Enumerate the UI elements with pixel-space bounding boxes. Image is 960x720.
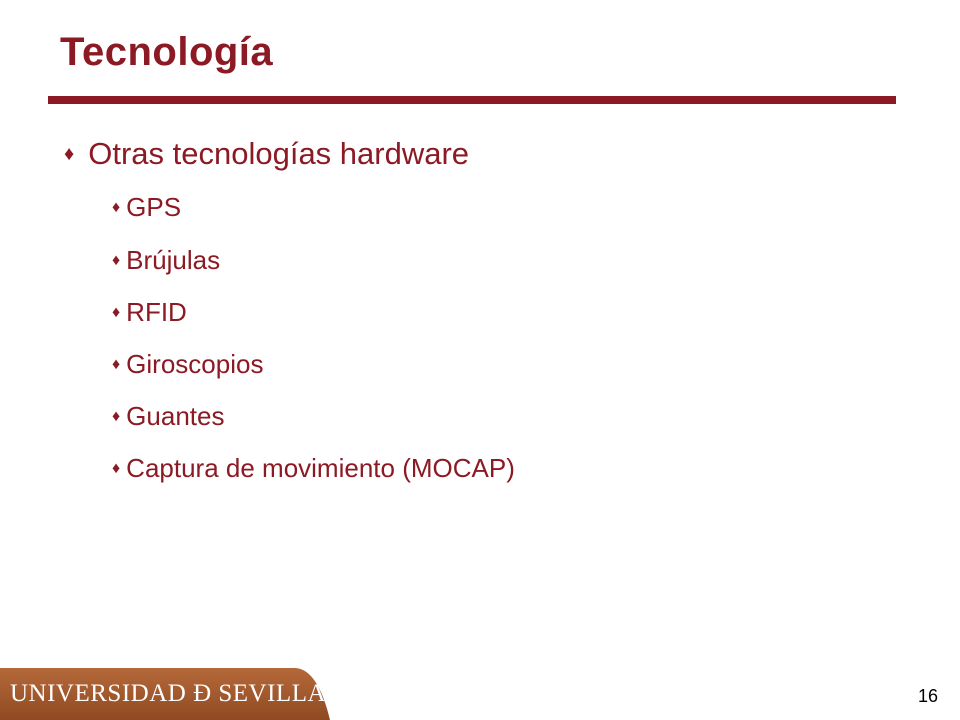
sub-bullet [112, 297, 187, 328]
diamond-bullet-icon: ♦ [64, 143, 75, 165]
diamond-bullet-icon: ♦ [112, 198, 121, 216]
sub-bullet-text: Guantes [126, 401, 225, 431]
sub-bullet [112, 192, 181, 223]
sub-bullet-text: GPS [126, 192, 182, 222]
sub-bullet-text: Captura de movimiento (MOCAP) [126, 453, 515, 483]
sub-bullet [112, 401, 224, 432]
sub-bullet-text: Brújulas [126, 245, 221, 275]
sub-bullet [112, 453, 515, 484]
sub-bullet [112, 349, 263, 380]
sub-bullet [112, 245, 220, 276]
main-bullet [64, 136, 469, 172]
sub-bullet-text: RFID [126, 297, 187, 327]
main-bullet-text: Otras tecnologías hardware [88, 136, 470, 171]
page-number: 16 [918, 686, 939, 706]
university-logo-text: UNIVERSIDAD Ð SEVILLA [10, 680, 327, 707]
slide-title: Tecnología [60, 30, 274, 74]
diamond-bullet-icon: ♦ [112, 251, 121, 269]
sub-bullet-text: Giroscopios [126, 349, 264, 379]
diamond-bullet-icon: ♦ [112, 407, 121, 425]
diamond-bullet-icon: ♦ [112, 459, 121, 477]
diamond-bullet-icon: ♦ [112, 355, 121, 373]
diamond-bullet-icon: ♦ [112, 303, 121, 321]
